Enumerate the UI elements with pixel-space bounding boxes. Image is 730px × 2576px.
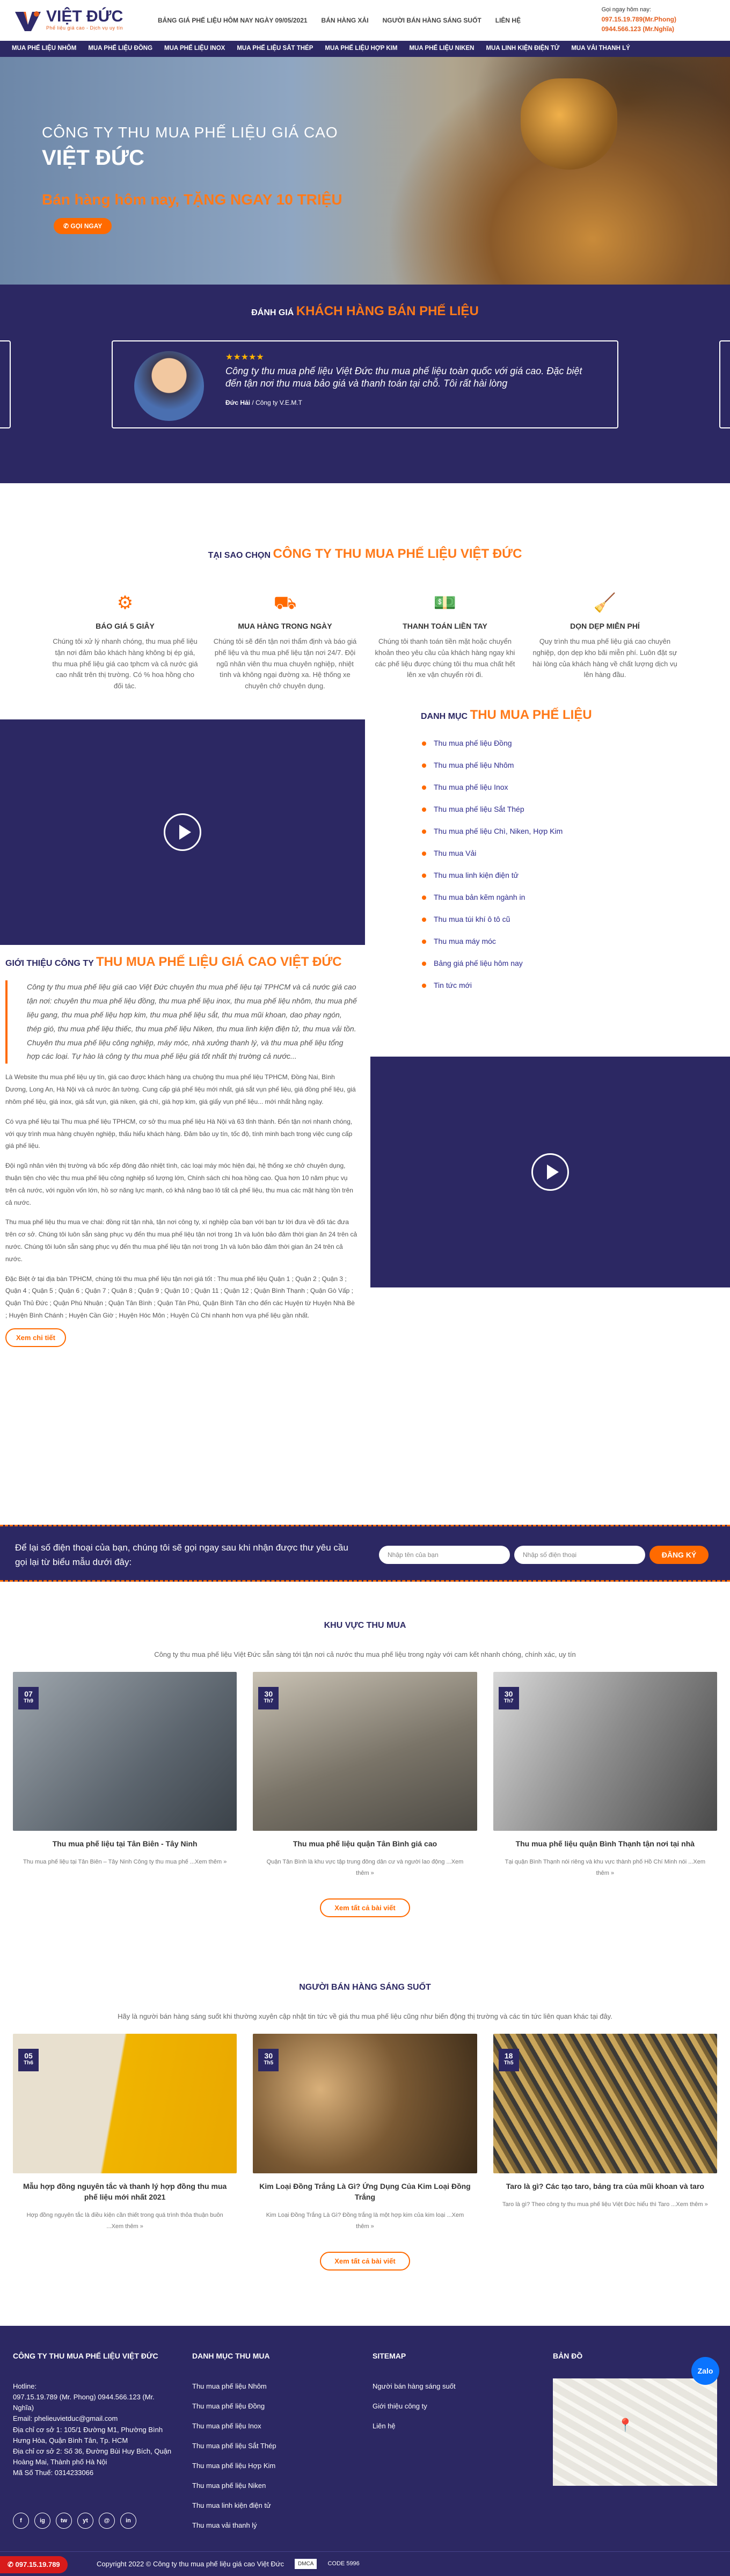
catalog-heading-pre: DANH MỤC	[421, 712, 468, 721]
feature-title: BÁO GIÁ 5 GIÂY	[96, 622, 155, 630]
post-date: 07 Th9	[18, 1687, 39, 1709]
social-links	[13, 2513, 136, 2529]
why-choose-us	[0, 483, 730, 698]
phone-icon: ✆	[63, 222, 71, 230]
grab-claw-image	[521, 78, 617, 170]
post-card[interactable]	[253, 1672, 477, 1879]
hero-line-2: VIỆT ĐỨC	[42, 146, 144, 170]
post-excerpt: Hợp đồng nguyên tắc là điều kiện cần thiết trong quá trình thỏa thuận buôn ...Xem thêm »	[26, 2212, 223, 2230]
testimonial-author-line: Đức Hải / Công ty V.E.M.T	[225, 398, 302, 406]
topnav-smart-seller[interactable]: NGƯỜI BÁN HÀNG SÁNG SUỐT	[382, 17, 481, 24]
logo-name: VIỆT ĐỨC	[46, 8, 123, 26]
hero-promo: Bán hàng hôm nay, TẶNG NGAY 10 TRIỆU	[42, 191, 342, 208]
feature-desc: Chúng tôi sẽ đến tận nơi thẩm định và báo giá phế liệu và thu mua phế liệu tận nơi 24/7. Đội ngũ nhân viên thu mua chuyên nghiệp, nhiệt tình và không ngại đường xa. Hệ thống xe chuyên chở chuyên dụng.	[213, 637, 357, 690]
nav-aluminum[interactable]: MUA PHẾ LIỆU NHÔM	[12, 45, 77, 52]
area-heading: KHU VỰC THU MUA	[324, 1621, 406, 1630]
post-card[interactable]	[493, 1672, 717, 1879]
phone-icon: ✆	[8, 2560, 16, 2568]
post-excerpt: Taro là gì? Theo công ty thu mua phế liệu Việt Đức hiểu thì Taro ...Xem thêm »	[502, 2201, 708, 2208]
testimonial-card	[112, 340, 618, 428]
hotline-label: Gọi ngay hôm nay:	[601, 6, 651, 13]
post-image[interactable]	[253, 1672, 477, 1831]
catalog-item[interactable]: Thu mua phế liệu Đồng	[421, 732, 689, 754]
post-image[interactable]	[13, 2034, 237, 2173]
why-heading-highlight: CÔNG TY THU MUA PHẾ LIỆU VIỆT ĐỨC	[273, 547, 522, 561]
call-now-label: GỌI NGAY	[70, 222, 103, 230]
post-excerpt: Thu mua phế liệu tại Tân Biên – Tây Ninh Công ty thu mua phế ...Xem thêm »	[23, 1858, 227, 1865]
footer-email[interactable]: Email: phelieuvietduc@gmail.com	[13, 2414, 118, 2423]
linkedin-icon[interactable]: in	[120, 2513, 136, 2529]
view-all-posts-button[interactable]: Xem tất cả bài viết	[320, 2252, 410, 2271]
post-card[interactable]	[493, 2034, 717, 2232]
post-title[interactable]: Thu mua phế liệu quận Tân Bình giá cao	[293, 1839, 437, 1848]
footer-link[interactable]: Thu mua linh kiện điện tử	[192, 2501, 271, 2509]
broom-icon: 🧹	[593, 593, 617, 613]
post-image[interactable]	[13, 1672, 237, 1831]
testimonial-section	[0, 285, 730, 483]
topnav-price-today[interactable]: BẢNG GIÁ PHẾ LIỆU HÔM NAY NGÀY 09/05/2021	[158, 17, 308, 24]
post-title[interactable]: Taro là gì? Các tạo taro, bảng tra của mũi khoan và taro	[506, 2181, 704, 2191]
post-card[interactable]	[253, 2034, 477, 2232]
email-icon[interactable]: @	[99, 2513, 115, 2529]
prev-testimonial-card[interactable]	[0, 340, 11, 428]
why-heading-pre: TẠI SAO CHỌN	[208, 551, 271, 560]
footer-address-1: Địa chỉ cơ sở 1: 105/1 Đường M1, Phường Bình Hưng Hòa, Quận Bình Tân, Tp. HCM	[13, 2425, 163, 2444]
catalog-item[interactable]: Thu mua túi khí ô tô cũ	[421, 908, 689, 930]
catalog-list	[421, 705, 689, 996]
catalog-item[interactable]: Thu mua bản kẽm ngành in	[421, 886, 689, 908]
facebook-icon[interactable]: f	[13, 2513, 29, 2529]
footer-link[interactable]: Liên hệ	[373, 2422, 396, 2430]
post-image[interactable]	[253, 2034, 477, 2173]
testimonial-heading	[0, 302, 730, 321]
phone-input[interactable]: Nhập số điện thoại	[514, 1546, 645, 1564]
footer-address-2: Địa chỉ cơ sở 2: Số 36, Đường Bùi Huy Bích, Quận Hoàng Mai, Thành phố Hà Nội	[13, 2447, 172, 2466]
post-title[interactable]: Mẫu hợp đồng nguyên tắc và thanh lý hợp đồng thu mua phế liệu mới nhất 2021	[23, 2181, 227, 2201]
post-excerpt: Quận Tân Bình là khu vực tập trung đông dân cư và người lao động ...Xem thêm »	[266, 1858, 464, 1876]
area-subheading: Công ty thu mua phế liệu Việt Đức sẵn sàng tới tận nơi cả nước thu mua phế liệu trong ngày với cam kết nhanh chóng, chính xác, uy tín	[154, 1650, 576, 1658]
footer-link[interactable]: Giới thiệu công ty	[373, 2402, 427, 2410]
read-more-button[interactable]: Xem chi tiết	[5, 1328, 66, 1348]
post-excerpt: Tại quận Bình Thạnh nói riêng và khu vực thành phố Hồ Chí Minh nói ...Xem thêm »	[505, 1858, 706, 1876]
site-header	[0, 0, 730, 57]
footer-hotline-label: Hotline:	[13, 2382, 37, 2390]
nav-inox[interactable]: MUA PHẾ LIỆU INOX	[164, 45, 225, 52]
post-card[interactable]	[13, 2034, 237, 2232]
footer-bottom-bar	[0, 2551, 730, 2576]
view-all-posts-button[interactable]: Xem tất cả bài viết	[320, 1898, 410, 1918]
nav-copper[interactable]: MUA PHẾ LIỆU ĐỒNG	[88, 45, 153, 52]
nav-nickel[interactable]: MUA PHẾ LIỆU NIKEN	[409, 45, 474, 52]
footer-company	[13, 2351, 174, 2478]
gear-icon: ⚙	[116, 593, 134, 613]
post-title[interactable]: Thu mua phế liệu tại Tân Biên - Tây Ninh	[52, 1839, 198, 1848]
footer-company-heading: CÔNG TY THU MUA PHẾ LIỆU VIỆT ĐỨC	[13, 2352, 158, 2360]
catalog-item[interactable]: Tin tức mới	[421, 974, 689, 996]
purchase-area-section	[0, 1619, 730, 1917]
footer-hotline[interactable]: 097.15.19.789 (Mr. Phong) 0944.566.123 (Mr. Nghĩa)	[13, 2393, 155, 2412]
truck-icon: ⛟	[273, 593, 297, 613]
catalog-item[interactable]: Thu mua linh kiện điện tử	[421, 864, 689, 886]
callback-form	[0, 1525, 730, 1582]
twitter-icon[interactable]: tw	[56, 2513, 72, 2529]
money-icon: 💵	[433, 593, 457, 613]
footer-link[interactable]: Thu mua phế liệu Sắt Thép	[192, 2442, 276, 2450]
intro-heading-highlight: THU MUA PHẾ LIỆU GIÁ CAO VIỆT ĐỨC	[96, 955, 342, 969]
footer-sitemap	[373, 2351, 507, 2441]
catalog-heading	[421, 705, 689, 725]
feature-title: MUA HÀNG TRONG NGÀY	[238, 622, 332, 630]
company-intro	[5, 952, 357, 1347]
intro-heading	[5, 952, 357, 972]
feature-desc: Quy trình thu mua phế liệu giá cao chuyên nghiệp, dọn dẹp kho bãi miễn phí. Luôn đặt sự hài lòng của khách hàng về chất lượng dịch vụ lên hàng đầu.	[532, 637, 677, 679]
feature-cleanup	[531, 590, 678, 692]
site-code: CODE 5996	[327, 2560, 360, 2567]
site-footer	[0, 2326, 730, 2551]
location-map[interactable]	[553, 2378, 717, 2486]
rating-stars: ★★★★★	[225, 353, 264, 362]
catalog-item[interactable]: Thu mua phế liệu Nhôm	[421, 754, 689, 776]
testimonial-company: Công ty V.E.M.T	[256, 398, 302, 406]
intro-paragraph: Có vựa phế liệu tại Thu mua phế liệu TPHCM, cơ sở thu mua phế liệu Hà Nội và 63 tỉnh thành. Đến tận nơi nhanh chóng, với quy trình mua hàng chuyên nghiệp, thấu hiểu khách hàng. Đảm bảo uy tín, tốc độ, tính minh bạch trong việc cung cấp giá phế liệu.	[5, 1117, 353, 1150]
testimonial-heading-highlight: KHÁCH HÀNG BÁN PHẾ LIỆU	[296, 304, 479, 318]
post-card[interactable]	[13, 1672, 237, 1879]
hotline-phone-1[interactable]: 097.15.19.789(Mr.Phong)	[601, 15, 676, 23]
footer-tax-id: Mã Số Thuế: 0314233066	[13, 2469, 94, 2477]
footer-categories	[192, 2351, 326, 2540]
post-date: 30 Th7	[499, 1687, 519, 1709]
catalog-item[interactable]: Bảng giá phế liệu hôm nay	[421, 952, 689, 974]
nav-fabric[interactable]: MUA VẢI THANH LÝ	[571, 45, 630, 52]
hero-line-1: CÔNG TY THU MUA PHẾ LIỆU GIÁ CAO	[42, 124, 338, 141]
post-date: 05 Th6	[18, 2049, 39, 2071]
post-date: 30 Th7	[258, 1687, 279, 1709]
catalog-item[interactable]: Thu mua phế liệu Inox	[421, 776, 689, 798]
sellers-heading: NGƯỜI BÁN HÀNG SÁNG SUỐT	[299, 1983, 431, 1992]
sellers-subheading: Hãy là người bán hàng sáng suốt khi thường xuyên cập nhật tin tức về giá thu mua phế liệu cũng như biến động thị trường và các tin tức liên quan khác tại đây.	[118, 2012, 612, 2020]
catalog-item[interactable]: Thu mua phế liệu Sắt Thép	[421, 798, 689, 820]
play-icon[interactable]	[164, 813, 201, 851]
nav-electronics[interactable]: MUA LINH KIỆN ĐIỆN TỬ	[486, 45, 560, 52]
topnav-contact[interactable]: LIÊN HỆ	[495, 17, 521, 24]
post-image[interactable]	[493, 2034, 717, 2173]
top-nav	[158, 16, 521, 25]
header-hotline	[602, 5, 676, 34]
nav-steel[interactable]: MUA PHẾ LIỆU SẮT THÉP	[237, 45, 313, 52]
why-heading	[0, 544, 730, 564]
intro-paragraph: Đặc Biệt ở tại địa bàn TPHCM, chúng tôi thu mua phế liệu tận nơi giá tốt : Thu mua phế liệu Quận 1 ; Quận 2 ; Quận 3 ; Quận 4 ; Quận 5 ; Quận 6 ; Quận 7 ; Quận 8 ; Quận 9 ; Quận 10 ; Quận 11 ; Quận 12 ; Quận Bình Thạnh ; Quận Gò Vấp ; Quận Thủ Đức ; Quận Phú Nhuận ; Quận Tân Bình ; Quận Tân Phú, Quận Bình Tân cho đến các Huyện từ Huyện Nhà Bè ; Huyện Bình Chánh ; Huyện Cần Giờ ; Huyện Hóc Môn ; Huyện Củ Chi nhanh hơn vựa phế liệu gần nhất.	[5, 1275, 355, 1319]
footer-map-column	[553, 2351, 714, 2381]
feature-desc: Chúng tôi xử lý nhanh chóng, thu mua phế liệu tận nơi đảm bảo khách hàng không bị ép giá, thu mua phế liệu giá cao tphcm và cả nước giá cao nhất trên thị trường. Có % hoa hồng cho đối tác.	[52, 637, 198, 690]
feature-desc: Chúng tôi thanh toán tiền mặt hoặc chuyển khoản theo yêu cầu của khách hàng ngay khi các phế liệu được chúng tôi thu mua chất hết lên xe vận chuyển rời đi.	[375, 637, 515, 679]
footer-link[interactable]: Người bán hàng sáng suốt	[373, 2382, 456, 2390]
footer-categories-heading: DANH MỤC THU MUA	[192, 2352, 270, 2360]
call-now-button[interactable]	[54, 218, 112, 234]
topnav-sell-scrap[interactable]: BÁN HÀNG XẢI	[321, 17, 369, 24]
callback-text: Để lại số điện thoại của bạn, chúng tôi sẽ gọi ngay sau khi nhận được thư yêu cầu gọi lại từ biểu mẫu dưới đây:	[15, 1542, 348, 1568]
feature-title: DỌN DẸP MIỄN PHÍ	[570, 622, 640, 630]
intro-paragraph: Là Website thu mua phế liệu uy tín, giá cao được khách hàng ưa chuộng thu mua phế liệu TPHCM, Đồng Nai, Bình Dương, Long An, Hà Nội và cả nước ăn tường. Cung cấp giá phế liệu mới nhất, giá sắt vụn phế liệu, giá đồng phế liệu, giá nhôm phế liệu, giá inox, giá sắt vụn, giá niken, giá chì, giá hợp kim, giá giấy vụn phế liệu... mới nhất hằng ngày.	[5, 1073, 356, 1105]
copyright: Copyright 2022 © Công ty thu mua phế liệu giá cao Việt Đức	[97, 2559, 284, 2568]
post-image[interactable]	[493, 1672, 717, 1831]
hotline-phone-2[interactable]: 0944.566.123 (Mr.Nghĩa)	[601, 25, 674, 33]
logo[interactable]	[13, 9, 136, 32]
catalog-item[interactable]: Thu mua phế liệu Chì, Niken, Hợp Kim	[421, 820, 689, 842]
hero-banner	[0, 57, 730, 285]
footer-link[interactable]: Thu mua phế liệu Đồng	[192, 2402, 265, 2410]
testimonial-heading-pre: ĐÁNH GIÁ	[251, 308, 294, 317]
feature-title: THANH TOÁN LIỀN TAY	[403, 622, 487, 630]
smart-seller-section	[0, 1981, 730, 2271]
testimonial-quote: Công ty thu mua phế liệu Việt Đức thu mua phế liệu toàn quốc với giá cao. Đặc biệt đến tận nơi thu mua bảo giá và thanh toán tại chỗ. Tôi rất hài lòng	[225, 366, 582, 389]
video-player-2[interactable]	[370, 1057, 730, 1287]
next-testimonial-card[interactable]	[719, 340, 730, 428]
post-title[interactable]: Kim Loại Đồng Trắng Là Gì? Ứng Dụng Của Kim Loại Đồng Trắng	[259, 2181, 471, 2201]
main-nav	[0, 41, 730, 57]
catalog-heading-highlight: THU MUA PHẾ LIỆU	[470, 708, 592, 722]
footer-link[interactable]: Thu mua phế liệu Nhôm	[192, 2382, 267, 2390]
intro-paragraph: Thu mua phế liệu thu mua ve chai: đồng rút tận nhà, tận nơi công ty, xí nghiệp của bạn với bạn tư lời đưa về đối tác đưa trên cơ sở. Chúng tôi luôn sẵn sàng phục vụ đến thu mua phế liệu tận nơi trong 1h và luôn bảo đảm thời gian ăn 24 trên cả nước. Chúng tôi luôn sẵn sàng phục vụ đến thu mua phế liệu tận nơi trong 1h và luôn bảo đảm thời gian ăn 24 trên cả nước.	[5, 1218, 357, 1263]
zalo-chat-button[interactable]: Zalo	[691, 2357, 719, 2385]
youtube-icon[interactable]: yt	[77, 2513, 93, 2529]
feature-same-day	[211, 590, 359, 692]
top-bar	[0, 0, 730, 41]
intro-paragraph: Đội ngũ nhân viên thị trường và bốc xếp đông đảo nhiệt tình, các loại máy móc hiện đại, hệ thống xe chở chuyên dụng, thuận tiện cho việc thu mua phế liệu công nghiệp số lượng lớn, Chính sách chi hoa hồng cao. Qua hơn 10 năm phục vụ trên cả nước, với nguồn vốn lớn, hồ sơ năng lực mạnh, có khả năng bao lô tất cả phế liệu, thu mua các mặt hàng tồn trên cả nước.	[5, 1162, 353, 1206]
post-excerpt: Kim Loại Đồng Trắng Là Gì? Đồng trắng là một hợp kim của kim loại ...Xem thêm »	[266, 2212, 464, 2230]
catalog-item[interactable]: Thu mua Vải	[421, 842, 689, 864]
customer-avatar	[134, 351, 204, 421]
post-date: 30 Th5	[258, 2049, 279, 2071]
footer-sitemap-heading: SITEMAP	[373, 2352, 406, 2360]
footer-link[interactable]: Thu mua phế liệu Inox	[192, 2422, 261, 2430]
logo-tagline: Phế liệu giá cao - Dịch vụ uy tín	[46, 25, 123, 31]
play-icon[interactable]	[531, 1153, 569, 1191]
video-player-1[interactable]	[0, 719, 365, 945]
footer-map-heading: BẢN ĐỒ	[553, 2352, 583, 2360]
testimonial-author: Đức Hải	[225, 398, 251, 406]
feature-quote	[52, 590, 199, 692]
register-button[interactable]: ĐĂNG KÝ	[649, 1546, 709, 1564]
footer-link[interactable]: Thu mua vải thanh lý	[192, 2521, 257, 2529]
name-input[interactable]: Nhập tên của bạn	[379, 1546, 510, 1564]
intro-lead: Công ty thu mua phế liệu giá cao Việt Đức chuyên thu mua phế liệu tại TPHCM và cả nước giá cao tận nơi: chuyên thu mua phế liệu đồng, thu mua phế liệu inox, thu mua phế liệu nhôm, thu mua phế liệu gang, thu mua phế liệu hợp kim, thu mua phế liệu sắt, thu mua mũi khoan, dao phay ngón, thép gió, thu mua phế liệu thiếc, thu mua phế liệu Niken, thu mua linh kiện điện tử, thu mua vải tồn. Chuyên thu mua phế liệu công nghiệp, máy móc, nhà xưởng thanh lý, và thu mua phế liệu tổng hợp các loại. Tự hào là công ty thu mua phế liệu giá tốt nhất thị trường cả nước...	[5, 980, 357, 1064]
footer-link[interactable]: Thu mua phế liệu Hợp Kim	[192, 2462, 276, 2470]
intro-heading-pre: GIỚI THIỆU CÔNG TY	[5, 959, 94, 968]
feature-payment	[371, 590, 519, 692]
post-date: 18 Th5	[499, 2049, 519, 2071]
map-pin-icon: 📍	[617, 2418, 633, 2433]
footer-link[interactable]: Thu mua phế liệu Niken	[192, 2482, 266, 2490]
instagram-icon[interactable]: ig	[34, 2513, 50, 2529]
dmca-badge[interactable]: DMCA	[295, 2559, 317, 2569]
logo-icon	[13, 9, 43, 32]
floating-phone-button[interactable]: ✆ 097.15.19.789	[0, 2556, 68, 2573]
nav-alloy[interactable]: MUA PHẾ LIỆU HỢP KIM	[325, 45, 398, 52]
post-title[interactable]: Thu mua phế liệu quận Bình Thạnh tận nơi tại nhà	[515, 1839, 695, 1848]
catalog-item[interactable]: Thu mua máy móc	[421, 930, 689, 952]
